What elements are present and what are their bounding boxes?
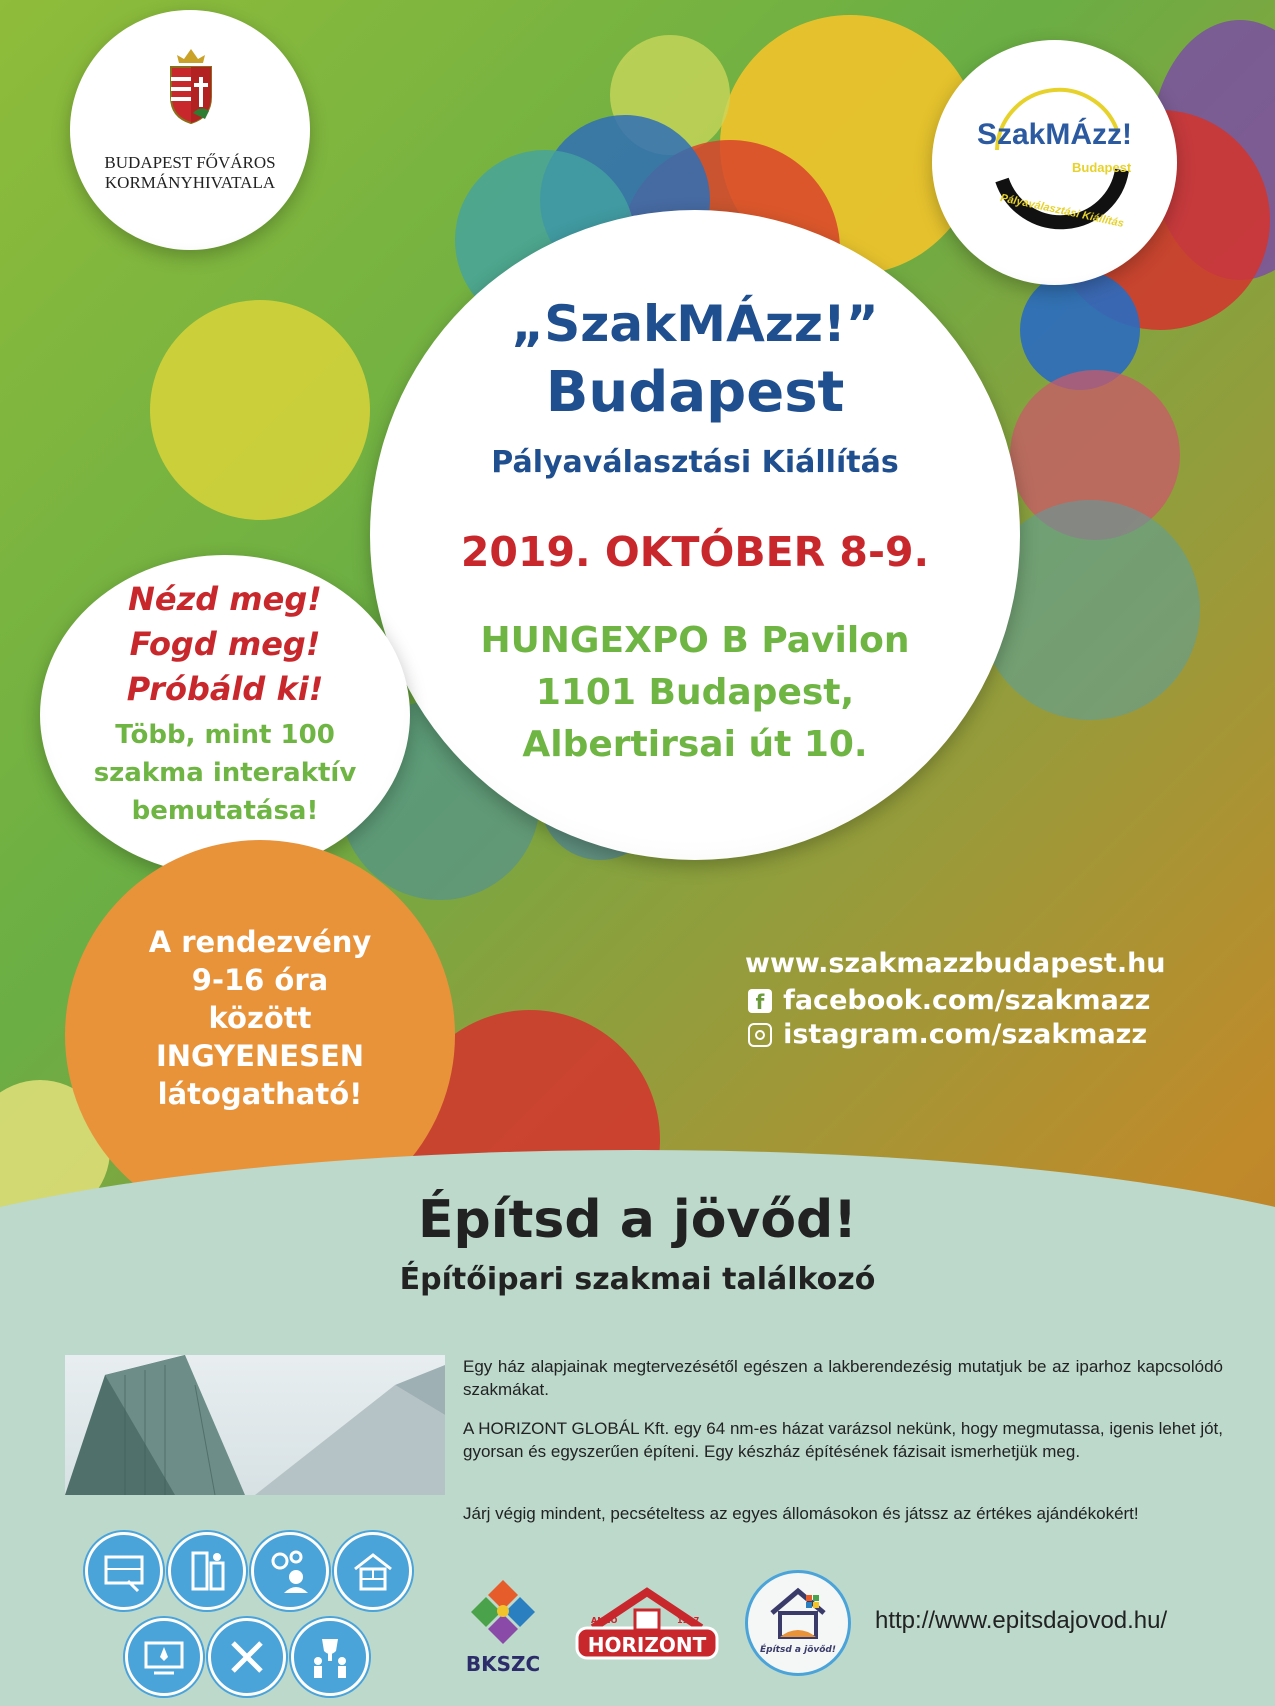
bottom-paragraph-3: Járj végig mindent, pecsételtess az egyes állomásokon és játssz az értékes ajándékokért! [463, 1504, 1139, 1523]
szakmazz-logo-text: SzakMÁzz! [976, 118, 1133, 151]
event-city: Budapest [545, 360, 845, 425]
bkszc-logo-icon [458, 1578, 548, 1648]
left-circle-line4: Több, mint 100 [115, 720, 335, 750]
tools-icon [208, 1618, 286, 1696]
orange-circle-line5: látogatható! [157, 1077, 363, 1111]
orange-circle-line3: között [208, 1001, 312, 1035]
bottom-subheadline: Építőipari szakmai találkozó [399, 1262, 876, 1297]
coat-of-arms-icon [165, 45, 217, 125]
computer-rocket-icon [125, 1618, 203, 1696]
building-image [65, 1355, 445, 1495]
trophy-people-icon [291, 1618, 369, 1696]
bottom-headline: Építsd a jövőd! [417, 1190, 857, 1250]
event-venue-line3: Albertirsai út 10. [522, 724, 868, 765]
horizont-logo-text: HORIZONT [587, 1633, 707, 1657]
left-circle-line6: bemutatása! [131, 796, 319, 826]
left-circle-line3: Próbáld ki! [126, 670, 324, 708]
szakmazz-logo-circle [932, 40, 1177, 285]
horizont-year-text: 1997 [677, 1616, 700, 1625]
event-venue-line1: HUNGEXPO B Pavilon [480, 620, 910, 661]
facebook-row[interactable] [748, 985, 1150, 1017]
szakmazz-logo-sub: Budapest [1072, 160, 1132, 175]
bottom-paragraph-2: A HORIZONT GLOBÁL Kft. egy 64 nm-es házat varázsol nekünk, hogy megmutassa, igenis lehet jót, gyorsan és egyszerűen építeni. Egy készház építésének fázisait ismerhetjük meg. [463, 1419, 1223, 1461]
left-circle-line1: Nézd meg! [128, 580, 322, 618]
epitsd-logo-text: Építsd a jövőd! [760, 1645, 836, 1655]
event-date: 2019. OKTÓBER 8-9. [460, 528, 930, 576]
gov-logo-line1: BUDAPEST FŐVÁROS [104, 153, 276, 172]
instagram-icon [748, 1023, 772, 1047]
website-link[interactable]: www.szakmazzbudapest.hu [745, 948, 1166, 979]
building-plan-icon [168, 1532, 246, 1610]
facebook-icon: f [748, 989, 772, 1013]
bkszc-logo-text: BKSZC [465, 1652, 541, 1676]
szakmazz-logo-ring-text: Pályaválasztási Kiállítás [999, 192, 1125, 230]
event-subtitle: Pályaválasztási Kiállítás [491, 445, 899, 480]
main-event-circle [370, 210, 1020, 860]
left-circle-line2: Fogd meg! [129, 625, 321, 663]
instagram-row[interactable] [748, 1019, 1147, 1051]
bubble-yellow-left [150, 300, 370, 520]
horizont-anno-text: ANNO [591, 1616, 618, 1625]
event-title: „SzakMÁzz!” [511, 295, 879, 353]
left-circle-line5: szakma interaktív [93, 758, 357, 788]
instagram-link[interactable]: istagram.com/szakmazz [783, 1019, 1148, 1050]
orange-circle-line1: A rendezvény [148, 925, 372, 959]
left-info-circle [40, 555, 410, 875]
horizont-logo [573, 1586, 721, 1666]
epitsd-house-icon [766, 1585, 830, 1641]
orange-circle-line4: INGYENESEN [155, 1039, 365, 1073]
bottom-paragraph-1: Egy ház alapjainak megtervezésétől egészen a lakberendezésig mutatjuk be az iparhoz kapcsolódó szakmákat. [463, 1357, 1223, 1399]
brick-wall-icon [334, 1532, 412, 1610]
orange-circle-line2: 9-16 óra [191, 963, 329, 997]
bkszc-logo [458, 1578, 548, 1678]
gov-logo-line2: KORMÁNYHIVATALA [104, 173, 276, 192]
event-venue-line2: 1101 Budapest, [535, 672, 855, 713]
engineer-gears-icon [251, 1532, 329, 1610]
epitsd-url[interactable]: http://www.epitsdajovod.hu/ [875, 1607, 1168, 1634]
epitsd-logo [745, 1570, 851, 1676]
building-photo [65, 1355, 445, 1495]
blueprint-icon [85, 1532, 163, 1610]
facebook-link[interactable]: facebook.com/szakmazz [783, 985, 1151, 1016]
gov-logo-circle [70, 10, 310, 250]
